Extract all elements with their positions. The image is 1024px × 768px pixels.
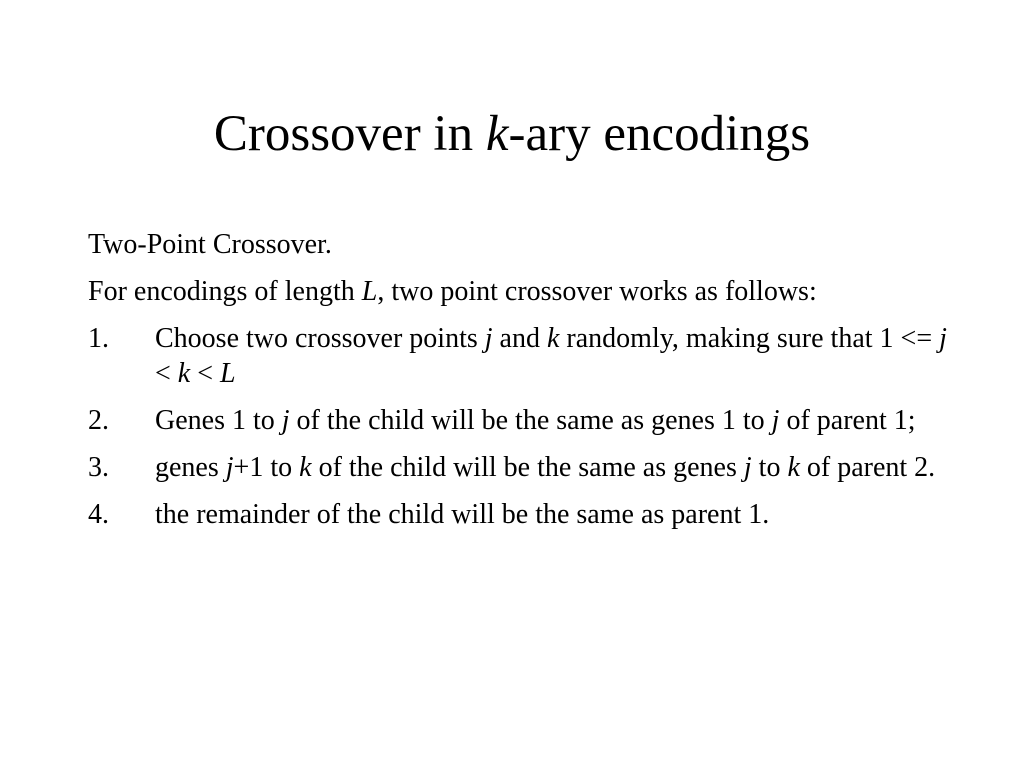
lead-text-after: , two point crossover works as follows: [377, 276, 817, 307]
lead-variable-L: L [361, 276, 378, 307]
step-text: < [155, 358, 178, 389]
title-prefix: Crossover in [213, 106, 486, 162]
list-number: 4. [88, 499, 109, 530]
step-text: Choose two crossover points [155, 323, 485, 354]
lead-paragraph [88, 274, 948, 309]
step-variable: k [299, 452, 312, 483]
list-item-3 [88, 450, 948, 485]
step-variable: j [743, 452, 752, 483]
step-text: the remainder of the child will be the same as parent 1. [155, 499, 770, 530]
step-variable: j [281, 405, 290, 436]
list-number: 3. [88, 452, 109, 483]
step-variable: k [177, 358, 191, 389]
step-text: Genes 1 to [155, 405, 282, 436]
step-variable: j [771, 405, 780, 436]
step-text: of parent 1; [779, 405, 916, 436]
slide-title [0, 103, 1024, 165]
list-number: 2. [88, 405, 109, 436]
step-variable: j [225, 452, 234, 483]
step-variable: L [220, 358, 236, 389]
step-text: and [492, 323, 547, 354]
step-variable: k [787, 452, 800, 483]
list-number: 1. [88, 323, 109, 354]
list-item-2 [88, 403, 948, 438]
step-text: to [751, 452, 788, 483]
step-variable: j [484, 323, 493, 354]
step-text: +1 to [233, 452, 300, 483]
lead-text-before: For encodings of length [88, 276, 362, 307]
step-text: of parent 2. [799, 452, 936, 483]
title-variable-k: k [485, 106, 509, 162]
intro-line: Two-Point Crossover. [88, 229, 332, 260]
step-text: of the child will be the same as genes [311, 452, 744, 483]
slide-body [88, 227, 948, 544]
step-text: < [190, 358, 221, 389]
step-text: genes [155, 452, 226, 483]
title-suffix: -ary encodings [508, 106, 811, 162]
step-variable: k [546, 323, 560, 354]
step-text: randomly, making sure that 1 <= [559, 323, 940, 354]
step-variable: j [939, 323, 947, 354]
step-text: of the child will be the same as genes 1 to [289, 405, 772, 436]
list-item-1 [88, 321, 948, 391]
list-item-4 [88, 497, 948, 532]
